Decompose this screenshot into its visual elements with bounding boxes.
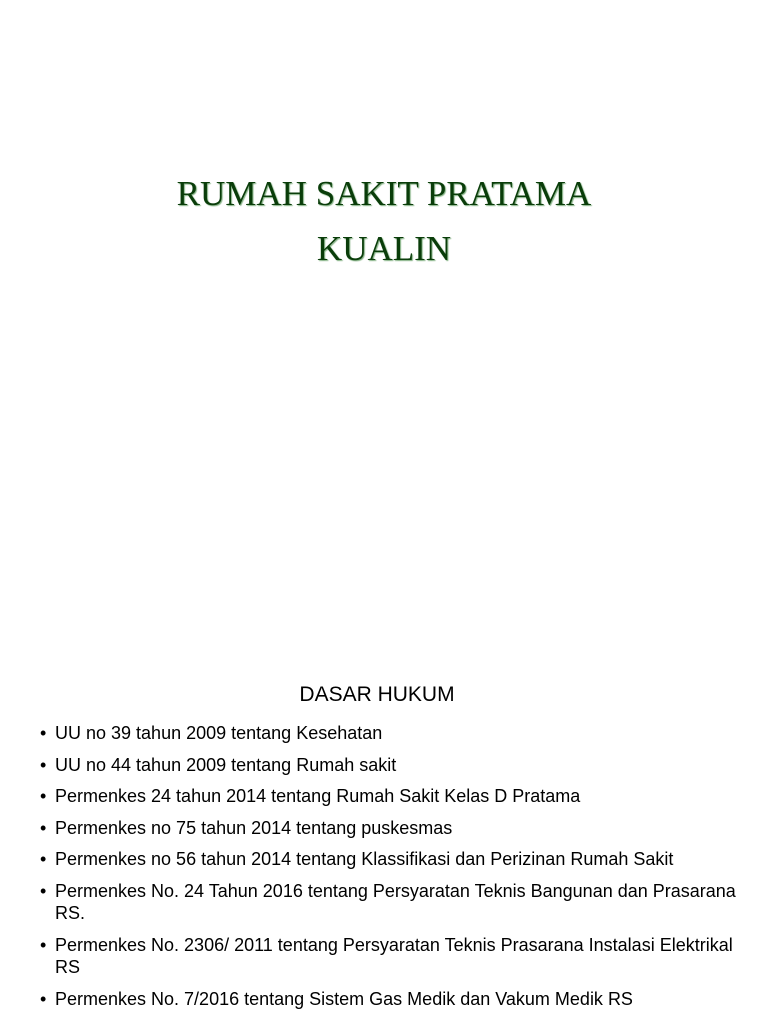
list-item-text: Permenkes 24 tahun 2014 tentang Rumah Sakit Kelas D Pratama	[55, 786, 581, 806]
section-heading: DASAR HUKUM	[299, 683, 455, 706]
bullet-icon: •	[40, 786, 47, 806]
slide-title	[0, 166, 768, 276]
legal-basis-list	[40, 722, 740, 1019]
bullet-icon: •	[40, 817, 47, 838]
list-item	[40, 754, 740, 777]
list-item	[40, 722, 740, 745]
bullet-icon: •	[40, 849, 47, 869]
bullet-icon: •	[40, 754, 47, 775]
bullet-icon: •	[40, 880, 47, 901]
bullet-icon: •	[40, 934, 47, 955]
list-item	[40, 848, 740, 871]
bullet-icon: •	[40, 988, 47, 1009]
list-item	[40, 934, 740, 979]
list-item-text: UU no 44 tahun 2009 tentang Rumah sakit	[55, 754, 397, 775]
list-item	[40, 880, 740, 925]
list-item-text: Permenkes No. 2306/ 2011 tentang Persyaratan Teknis Prasarana Instalasi Elektrikal RS	[55, 934, 733, 977]
slide-title-line-1: RUMAH SAKIT PRATAMA	[176, 174, 592, 213]
list-item-text: Permenkes No. 24 Tahun 2016 tentang Persyaratan Teknis Bangunan dan Prasarana RS.	[55, 880, 736, 923]
slide-title-line-2: KUALIN	[316, 229, 452, 268]
bullet-icon: •	[40, 723, 47, 743]
list-item-text: Permenkes No. 7/2016 tentang Sistem Gas Medik dan Vakum Medik RS	[55, 988, 633, 1009]
list-item	[40, 988, 740, 1011]
list-item	[40, 817, 740, 840]
list-item-text: Permenkes no 75 tahun 2014 tentang puskesmas	[55, 817, 453, 838]
list-item-text: UU no 39 tahun 2009 tentang Kesehatan	[55, 723, 383, 743]
list-item-text: Permenkes no 56 tahun 2014 tentang Klassifikasi dan Perizinan Rumah Sakit	[55, 849, 674, 869]
list-item	[40, 785, 740, 808]
